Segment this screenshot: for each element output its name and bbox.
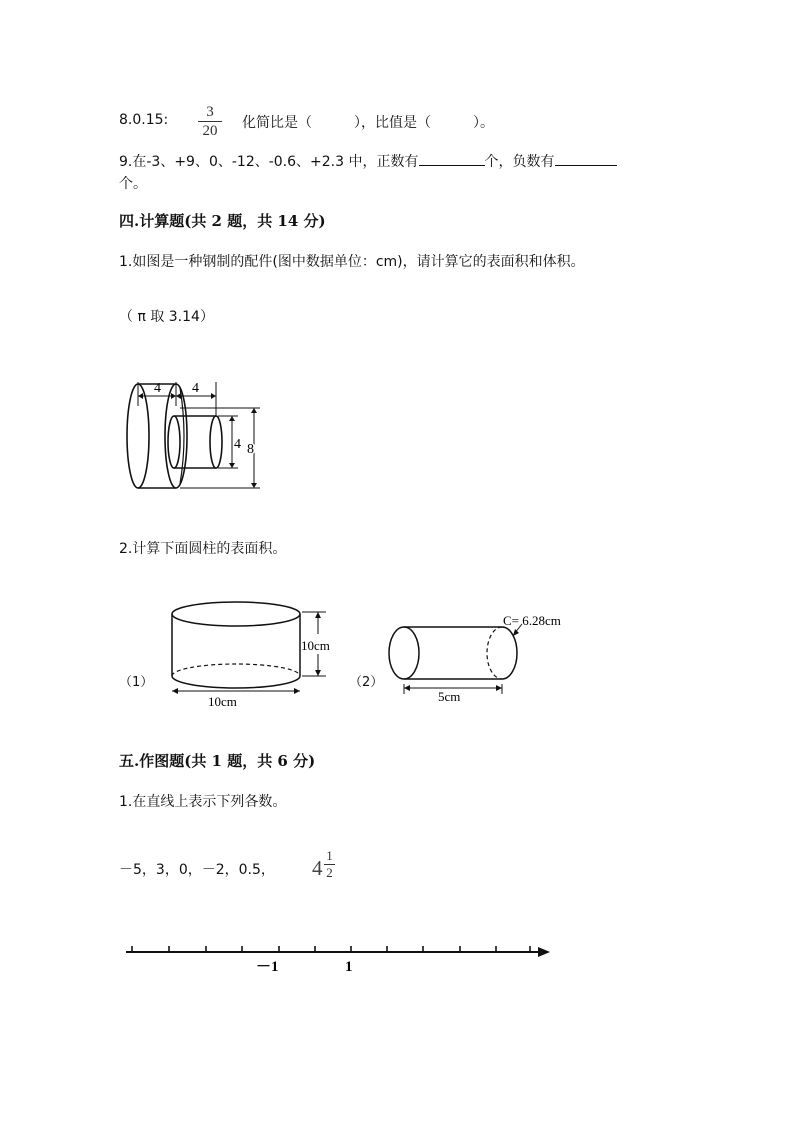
cylinder-top: [172, 602, 300, 626]
fraction-denominator: 20: [202, 123, 218, 139]
mixed-numerator: 1: [326, 848, 333, 863]
number-line-arrow: [538, 947, 550, 957]
section-4-heading: 四.计算题(共 2 题，共 14 分): [119, 212, 326, 230]
fraction-bar: [198, 121, 222, 122]
fraction-numerator: 3: [206, 104, 214, 120]
answer-blank-negative[interactable]: [555, 153, 617, 166]
mixed-denominator: 2: [326, 865, 333, 880]
fraction-3-20: [198, 104, 222, 139]
lying-cylinder-figure: [386, 612, 576, 704]
cylinder-diameter-label: 10cm: [208, 694, 237, 709]
numbers-list: －5，3，0，－2，0.5，: [119, 862, 275, 878]
answer-blank-positive[interactable]: [419, 153, 485, 166]
small-cylinder-left: [168, 416, 180, 468]
section-5-question-1: 1.在直线上表示下列各数。: [119, 794, 287, 810]
small-cylinder-end: [210, 416, 222, 468]
question-9-part2: 个，负数有: [484, 154, 555, 170]
axis-label-pos-1: 1: [345, 959, 353, 975]
figure-label-1: （1）: [119, 675, 154, 690]
section-4-question-1: 1.如图是一种钢制的配件(图中数据单位：cm)，请计算它的表面积和体积。: [119, 254, 585, 270]
steel-part-figure: [118, 378, 268, 496]
dim-inner-diameter: 4: [234, 437, 241, 452]
question-8-prefix: 8.0.15:: [119, 112, 169, 128]
axis-label-neg-1: －1: [256, 959, 279, 975]
question-8: [119, 112, 168, 128]
cylinder-left-face: [389, 627, 419, 679]
section-5-heading: 五.作图题(共 1 题，共 6 分): [119, 752, 316, 770]
number-line[interactable]: [120, 938, 560, 978]
upright-cylinder-figure: [164, 596, 344, 710]
mixed-number-whole: 4: [312, 856, 323, 880]
circumference-label: C= 6.28cm: [503, 613, 561, 628]
figure-label-2: （2）: [349, 675, 384, 690]
cylinder-bottom-back: [172, 664, 300, 676]
mixed-number-fraction: [324, 849, 335, 880]
cylinder-height-label: 10cm: [301, 638, 330, 653]
question-9: [119, 151, 617, 171]
question-9-part1: 9.在-3、+9、0、-12、-0.6、+2.3 中，正数有: [119, 154, 419, 170]
dim-outer-diameter: 8: [247, 442, 254, 457]
question-8-rest: 化简比是（ ），比值是（ ）。: [242, 115, 494, 131]
section-4-question-2: 2.计算下面圆柱的表面积。: [119, 541, 287, 557]
question-9-part3: 个。: [119, 176, 147, 192]
cylinder-right-face-back: [487, 627, 502, 679]
cylinder-length-label: 5cm: [438, 689, 461, 704]
dim-top-right: 4: [192, 381, 199, 396]
dim-top-left: 4: [154, 381, 161, 396]
cylinder-bottom-front: [172, 676, 300, 688]
section-4-question-1-note: （ π 取 3.14）: [119, 309, 214, 325]
